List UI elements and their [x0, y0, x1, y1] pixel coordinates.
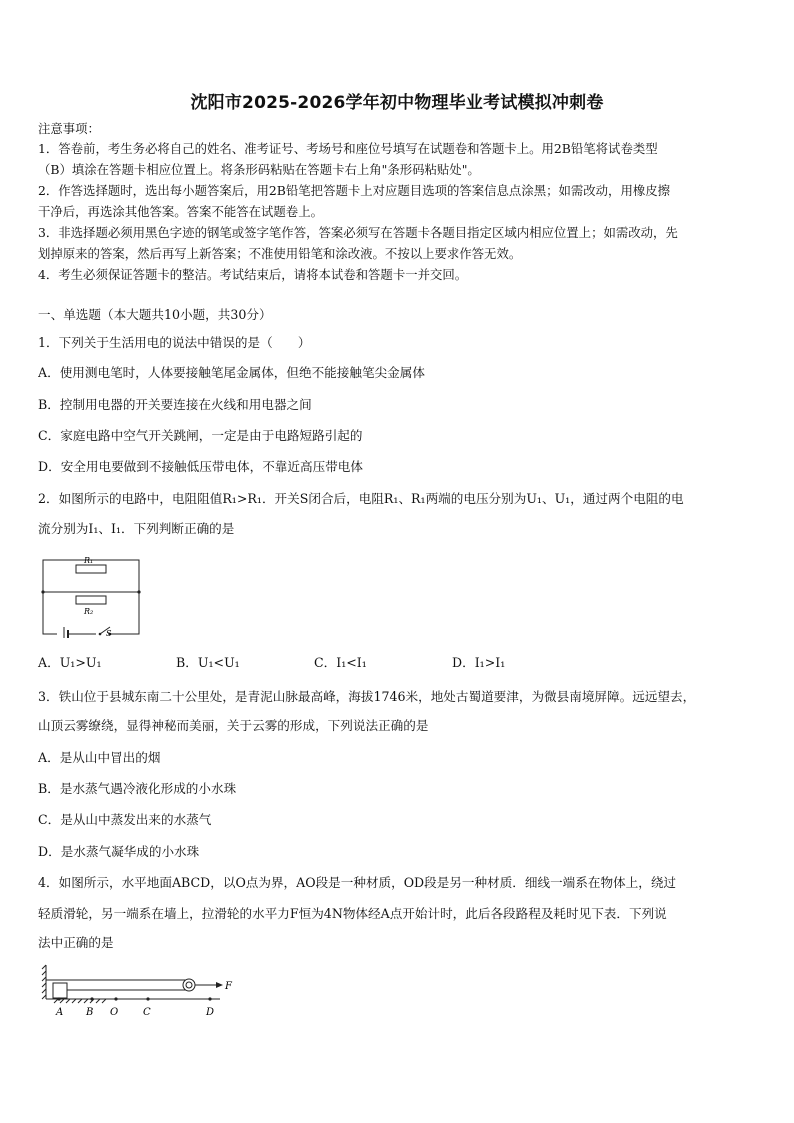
- question-4-stem: 法中正确的是: [38, 935, 114, 950]
- notice-line: 1．答卷前，考生务必将自己的姓名、准考证号、考场号和座位号填写在试题卷和答题卡上。用2B铅笔将试卷类型: [38, 141, 658, 156]
- point-a-label: A: [56, 1007, 64, 1018]
- notice-line: 干净后，再选涂其他答案。答案不能答在试题卷上。: [38, 204, 323, 219]
- point-d-label: D: [206, 1007, 215, 1018]
- switch-label: S: [106, 629, 112, 638]
- resistor-r1-label: R₁: [84, 556, 94, 565]
- question-4-stem: 4．如图所示，水平地面ABCD，以O点为界，AO段是一种材质，OD段是另一种材质．细线一端系在物体上，绕过: [38, 875, 677, 890]
- question-3-option-d: D．是水蒸气凝华成的小水珠: [38, 844, 200, 859]
- question-2-stem: 流分别为I₁、I₁．下列判断正确的是: [38, 521, 235, 536]
- force-label: F: [225, 981, 232, 992]
- notice-line: （B）填涂在答题卡相应位置上。将条形码粘贴在答题卡右上角"条形码粘贴处"。: [38, 162, 480, 177]
- question-2-option-a: A．U₁>U₁: [38, 655, 102, 670]
- question-1-option-b: B．控制用电器的开关要连接在火线和用电器之间: [38, 397, 312, 412]
- notice-line: 划掉原来的答案，然后再写上新答案；不准使用铅笔和涂改液。不按以上要求作答无效。: [38, 246, 522, 261]
- circuit-diagram: [40, 556, 148, 638]
- question-4-stem: 轻质滑轮，另一端系在墙上，拉滑轮的水平力F恒为4N物体经A点开始计时，此后各段路程及耗时见下表．下列说: [38, 906, 667, 921]
- notice-line: 4．考生必须保证答题卡的整洁。考试结束后，请将本试卷和答题卡一并交回。: [38, 267, 468, 282]
- notice-line: 2．作答选择题时，选出每小题答案后，用2B铅笔把答题卡上对应题目选项的答案信息点涂黑；如需改动，用橡皮擦: [38, 183, 671, 198]
- question-1-stem: 1．下列关于生活用电的说法中错误的是（ ）: [38, 335, 311, 350]
- question-3-stem: 山顶云雾缭绕，显得神秘而美丽，关于云雾的形成，下列说法正确的是: [38, 718, 429, 733]
- point-o-label: O: [110, 1007, 119, 1018]
- question-3-option-c: C．是从山中蒸发出来的水蒸气: [38, 812, 212, 827]
- question-2-options: [38, 652, 758, 672]
- section-heading: 一、单选题（本大题共10小题，共30分）: [38, 307, 272, 322]
- notice-heading: 注意事项：: [38, 121, 100, 136]
- question-2-option-b: B．U₁<U₁: [176, 655, 240, 670]
- pulley-diagram: [40, 963, 240, 1021]
- point-b-label: B: [86, 1007, 94, 1018]
- question-3-option-b: B．是水蒸气遇冷液化形成的小水珠: [38, 781, 237, 796]
- page-title: 沈阳市2025-2026学年初中物理毕业考试模拟冲刺卷: [190, 93, 604, 113]
- question-1-option-c: C．家庭电路中空气开关跳闸，一定是由于电路短路引起的: [38, 428, 363, 443]
- question-3-option-a: A．是从山中冒出的烟: [38, 750, 161, 765]
- question-2-option-d: D．I₁>I₁: [452, 655, 506, 670]
- resistor-r2-label: R₂: [84, 607, 94, 616]
- question-1-option-d: D．安全用电要做到不接触低压带电体，不靠近高压带电体: [38, 459, 363, 474]
- question-2-stem: 2．如图所示的电路中，电阻阻值R₁>R₁．开关S闭合后，电阻R₁、R₁两端的电压分别为U₁、U₁，通过两个电阻的电: [38, 491, 684, 506]
- question-2-option-c: C．I₁<I₁: [314, 655, 367, 670]
- notice-line: 3．非选择题必须用黑色字迹的钢笔或签字笔作答，答案必须写在答题卡各题目指定区域内相应位置上；如需改动，先: [38, 225, 678, 240]
- point-c-label: C: [143, 1007, 151, 1018]
- question-1-option-a: A．使用测电笔时，人体要接触笔尾金属体，但绝不能接触笔尖金属体: [38, 365, 425, 380]
- question-3-stem: 3．铁山位于县城东南二十公里处，是青泥山脉最高峰，海拔1746米，地处古蜀道要津，为微县南境屏障。远远望去，: [38, 689, 696, 704]
